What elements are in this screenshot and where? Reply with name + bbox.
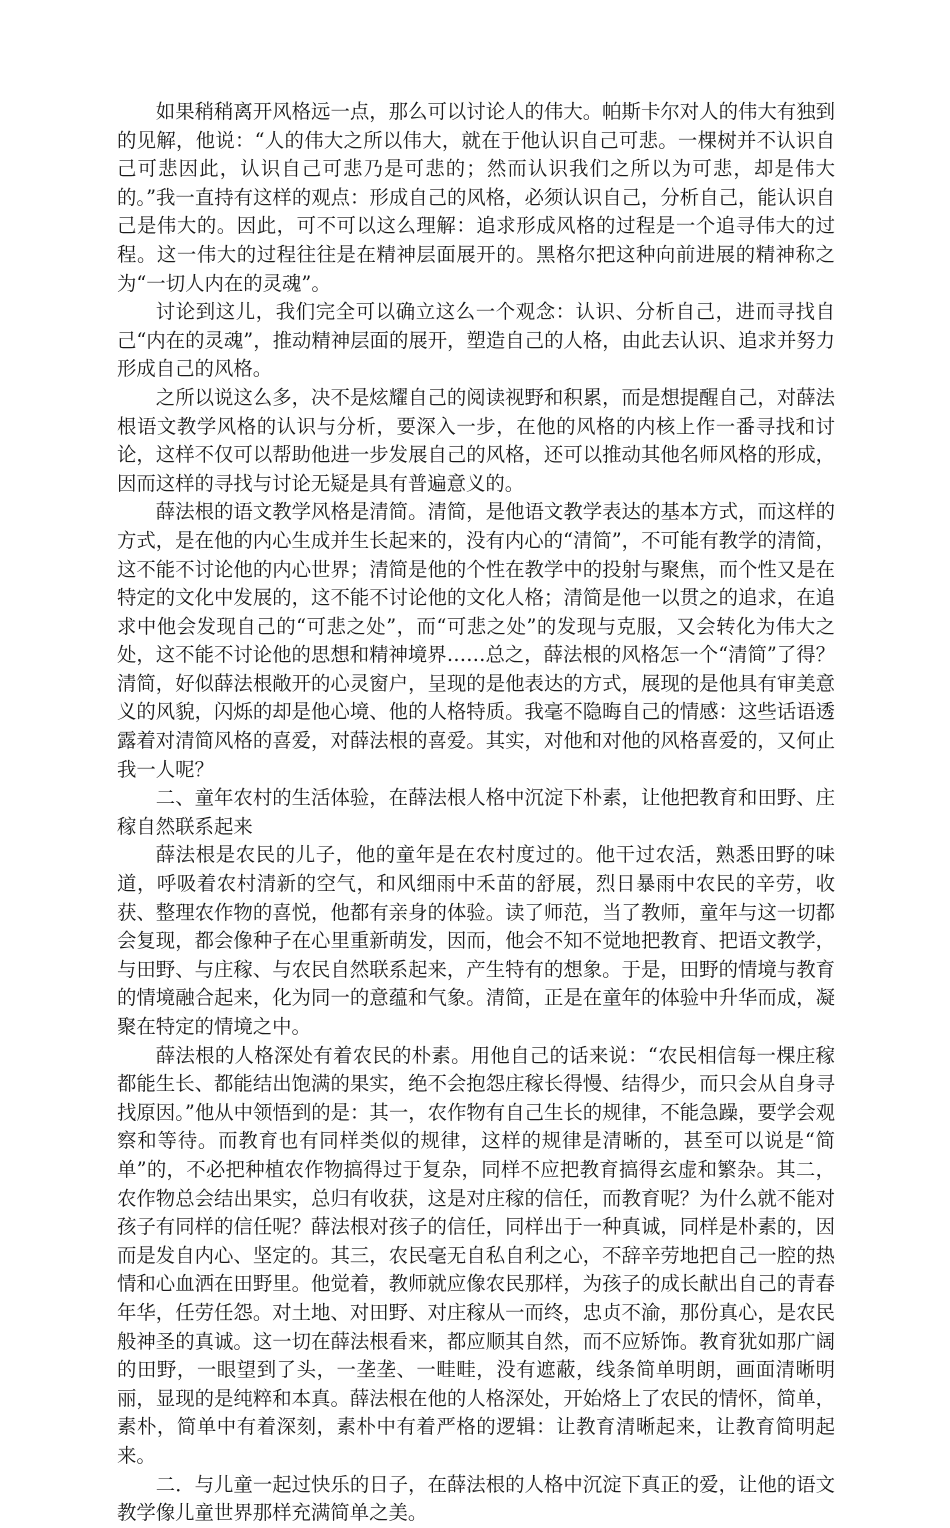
document-page (117, 98, 835, 1528)
paragraph-purpose: 之所以说这么多，决不是炫耀自己的阅读视野和积累，而是想提醒自己，对薛法根语文教学风格的认识与分析，要深入一步，在他的风格的内核上作一番寻找和讨论，这样不仅可以帮助他进一步发展自己的风格，还可以推动其他名师风格的形成，因而这样的寻找与讨论无疑是具有普遍意义的。 (117, 385, 835, 495)
paragraph-farmer-simplicity: 薛法根的人格深处有着农民的朴素。用他自己的话来说：“农民相信每一棵庄稼都能生长、都能结出饱满的果实，绝不会抱怨庄稼长得慢、结得少，而只会从自身寻找原因。”他从中领悟到的是：其一，农作物有自己生长的规律，不能急躁，要学会观察和等待。而教育也有同样类似的规律，这样的规律是清晰的，甚至可以说是“简单”的，不必把种植农作物搞得过于复杂，同样不应把教育搞得玄虚和繁杂。其二，农作物总会结出果实，总归有收获，这是对庄稼的信任，而教育呢？为什么就不能对孩子有同样的信任呢？薛法根对孩子的信任，同样出于一种真诚，同样是朴素的，因而是发自内心、坚定的。其三，农民毫无自私自利之心，不辞辛劳地把自己一腔的热情和心血洒在田野里。他觉着，教师就应像农民那样，为孩子的成长献出自己的青春年华，任劳任怨。对土地、对田野、对庄稼从一而终，忠贞不渝，那份真心，是农民般神圣的真诚。这一切在薛法根看来，都应顺其自然，而不应矫饰。教育犹如那广阔的田野，一眼望到了头，一垄垄、一畦畦，没有遮蔽，线条简单明朗，画面清晰明丽，显现的是纯粹和本真。薛法根在他的人格深处，开始烙上了农民的情怀，简单，素朴，简单中有着深刻，素朴中有着严格的逻辑：让教育清晰起来，让教育简明起来。 (117, 1043, 835, 1467)
section-heading-childhood-countryside: 二、童年农村的生活体验，在薛法根人格中沉淀下朴素，让他把教育和田野、庄稼自然联系起来 (117, 786, 835, 838)
paragraph-qingjian-style: 薛法根的语文教学风格是清简。清简，是他语文教学表达的基本方式，而这样的方式，是在他的内心生成并生长起来的，没有内心的“清简”，不可能有教学的清简，这不能不讨论他的内心世界；清简是他的个性在教学中的投射与聚焦，而个性又是在特定的文化中发展的，这不能不讨论他的文化人格；清简是他一以贯之的追求，在追求中他会发现自己的“可悲之处”，而“可悲之处”的发现与克服，又会转化为伟大之处，这不能不讨论他的思想和精神境界……总之，薛法根的风格怎一个“清简”了得？清简，好似薛法根敞开的心灵窗户，呈现的是他表达的方式，展现的是他具有审美意义的风貌，闪烁的却是他心境、他的人格特质。我毫不隐晦自己的情感：这些话语透露着对清简风格的喜爱，对薛法根的喜爱。其实，对他和对他的风格喜爱的，又何止我一人呢？ (117, 500, 835, 781)
paragraph-greatness: 如果稍稍离开风格远一点，那么可以讨论人的伟大。帕斯卡尔对人的伟大有独到的见解，他说：“人的伟大之所以伟大，就在于他认识自己可悲。一棵树并不认识自己可悲因此，认识自己可悲乃是可悲的；然而认识我们之所以为可悲，却是伟大的。”我一直持有这样的观点：形成自己的风格，必须认识自己，分析自己，能认识自己是伟大的。因此，可不可以这么理解：追求形成风格的过程是一个追寻伟大的过程。这一伟大的过程往往是在精神层面展开的。黑格尔把这种向前进展的精神称之为“一切人内在的灵魂”。 (117, 100, 835, 295)
paragraph-farmer-son: 薛法根是农民的儿子，他的童年是在农村度过的。他干过农活，熟悉田野的味道，呼吸着农村清新的空气，和风细雨中禾苗的舒展，烈日暴雨中农民的辛劳，收获、整理农作物的喜悦，他都有亲身的体验。读了师范，当了教师，童年与这一切都会复现，都会像种子在心里重新萌发，因而，他会不知不觉地把教育、把语文教学，与田野、与庄稼、与农民自然联系起来，产生特有的想象。于是，田野的情境与教育的情境融合起来，化为同一的意蕴和气象。清简，正是在童年的体验中升华而成，凝聚在特定的情境之中。 (117, 843, 835, 1038)
section-heading-children-joy: 二．与儿童一起过快乐的日子，在薛法根的人格中沉淀下真正的爱，让他的语文教学像儿童世界那样充满简单之美。 (117, 1472, 835, 1525)
paragraph-inner-soul: 讨论到这儿，我们完全可以确立这么一个观念：认识、分析自己，进而寻找自己“内在的灵魂”，推动精神层面的展开，塑造自己的人格，由此去认识、追求并努力形成自己的风格。 (117, 300, 835, 381)
